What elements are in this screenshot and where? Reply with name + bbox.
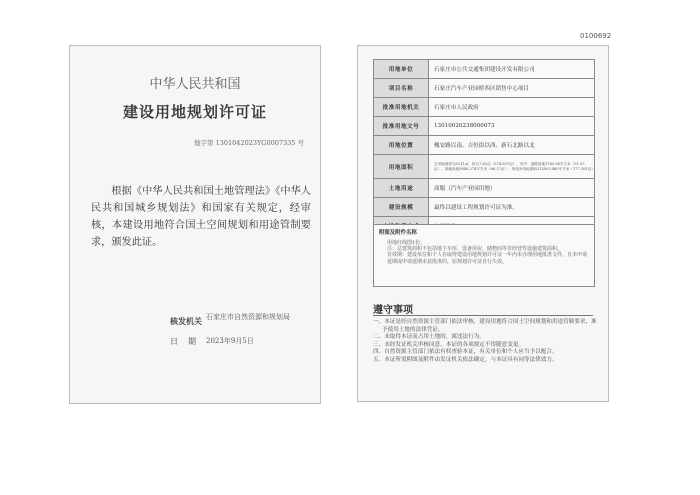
land-area-text: 总用地面积为5211㎡，折合7.82亩（274.507亩），其中：道路用地3763.56平方米（31.03亩），绿地用地9840.274平方米（66.27亩），规划净用地面积213503.460平方米（177.161亩） — [434, 161, 596, 171]
row-label: 用地单位 — [374, 60, 429, 79]
table-row — [374, 198, 595, 217]
row-value: 13010020238000073 — [429, 117, 595, 136]
attachment-line: 有效期：建设单位和个人在取得建设用地规划许可证一年内未办理用地批准文件，且未申请延期或申请延期未获批准的，原规划许可证自行失效。 — [387, 252, 588, 265]
serial-number: 0100692 — [580, 32, 612, 40]
certificate-title: 建设用地规划许可证 — [122, 103, 267, 121]
date-label: 日期 — [170, 337, 206, 346]
certificate-details-page — [357, 45, 609, 402]
cert-no-value: 1301042023YG0007335 — [215, 139, 296, 147]
attachments-title: 附图及附件名称 — [379, 230, 417, 236]
notice-list — [373, 319, 597, 365]
row-value: 商服（汽车产业园用地） — [429, 179, 595, 198]
notice-item: 五、本证所需附图及附件由发证机关依法确定，与本证具有同等法律效力。 — [373, 356, 558, 363]
row-label: 项目名称 — [374, 79, 429, 98]
table-row — [374, 117, 595, 136]
attachments-box — [373, 224, 595, 287]
row-label: 批准用地机关 — [374, 98, 429, 117]
table-row — [374, 98, 595, 117]
attachment-line: 注：总建筑面积不包括地下车库、设备用房、储物间等非经营性设施建筑面积。 — [387, 246, 563, 253]
certificate-cover-page — [69, 45, 321, 404]
country-name: 中华人民共和国 — [149, 77, 241, 92]
row-label: 土地用途 — [374, 179, 429, 198]
row-value — [429, 155, 595, 179]
table-row — [374, 155, 595, 179]
certificate-body-text: 根据《中华人民共和国土地管理法》《中华人民共和国城乡规划法》和国家有关规定，经审核，本建设用地符合国土空间规划和用途管制要求，颁发此证。 — [91, 186, 311, 248]
table-row — [374, 79, 595, 98]
land-info-table — [373, 59, 595, 236]
row-label: 用地位置 — [374, 136, 429, 155]
row-label: 建设规模 — [374, 198, 429, 217]
issuer-name: 石家庄市自然资源和规划局 — [206, 313, 290, 321]
attachment-line: 用地红线图1份。 — [387, 240, 426, 246]
notice-item: 四、自然资源主管部门依法有权查验本证，有关单位和个人应当予以配合。 — [373, 349, 558, 356]
row-value: 槐安路以南、吉恒街以西、新石北路以北 — [429, 136, 595, 155]
notice-item: 一、本证是经自然资源主管部门依法审核，建设用地符合国土空间规划和用途管制要求，准予使用土地的法律凭证。 — [373, 319, 597, 333]
notice-divider — [373, 315, 593, 316]
row-label: 用地面积 — [374, 155, 429, 179]
table-row — [374, 60, 595, 79]
row-value: 最终以建设工程规划许可证为准。 — [429, 198, 595, 217]
row-value: 石家庄市人民政府 — [429, 98, 595, 117]
notice-title: 遵守事项 — [373, 305, 413, 316]
cert-no-label: 地字第 — [194, 139, 214, 147]
row-label: 批准用地文号 — [374, 117, 429, 136]
cert-no-suffix: 号 — [297, 139, 304, 147]
certificate-number — [194, 138, 304, 147]
issuer-label: 核发机关 — [170, 317, 202, 326]
row-value: 石家庄市公共交通集团建设开发有限公司 — [429, 60, 595, 79]
row-value: 石家庄汽车产业园桥西区销售中心项目 — [429, 79, 595, 98]
attachments-body — [387, 240, 587, 265]
issue-date: 2023年9月5日 — [206, 337, 254, 345]
table-row — [374, 136, 595, 155]
notice-item: 二、未取得本证而占用土地的，属违法行为。 — [373, 334, 485, 341]
notice-item: 三、未经发证机关审核同意，本证的各项规定不得随意变更。 — [373, 341, 525, 348]
table-row — [374, 179, 595, 198]
